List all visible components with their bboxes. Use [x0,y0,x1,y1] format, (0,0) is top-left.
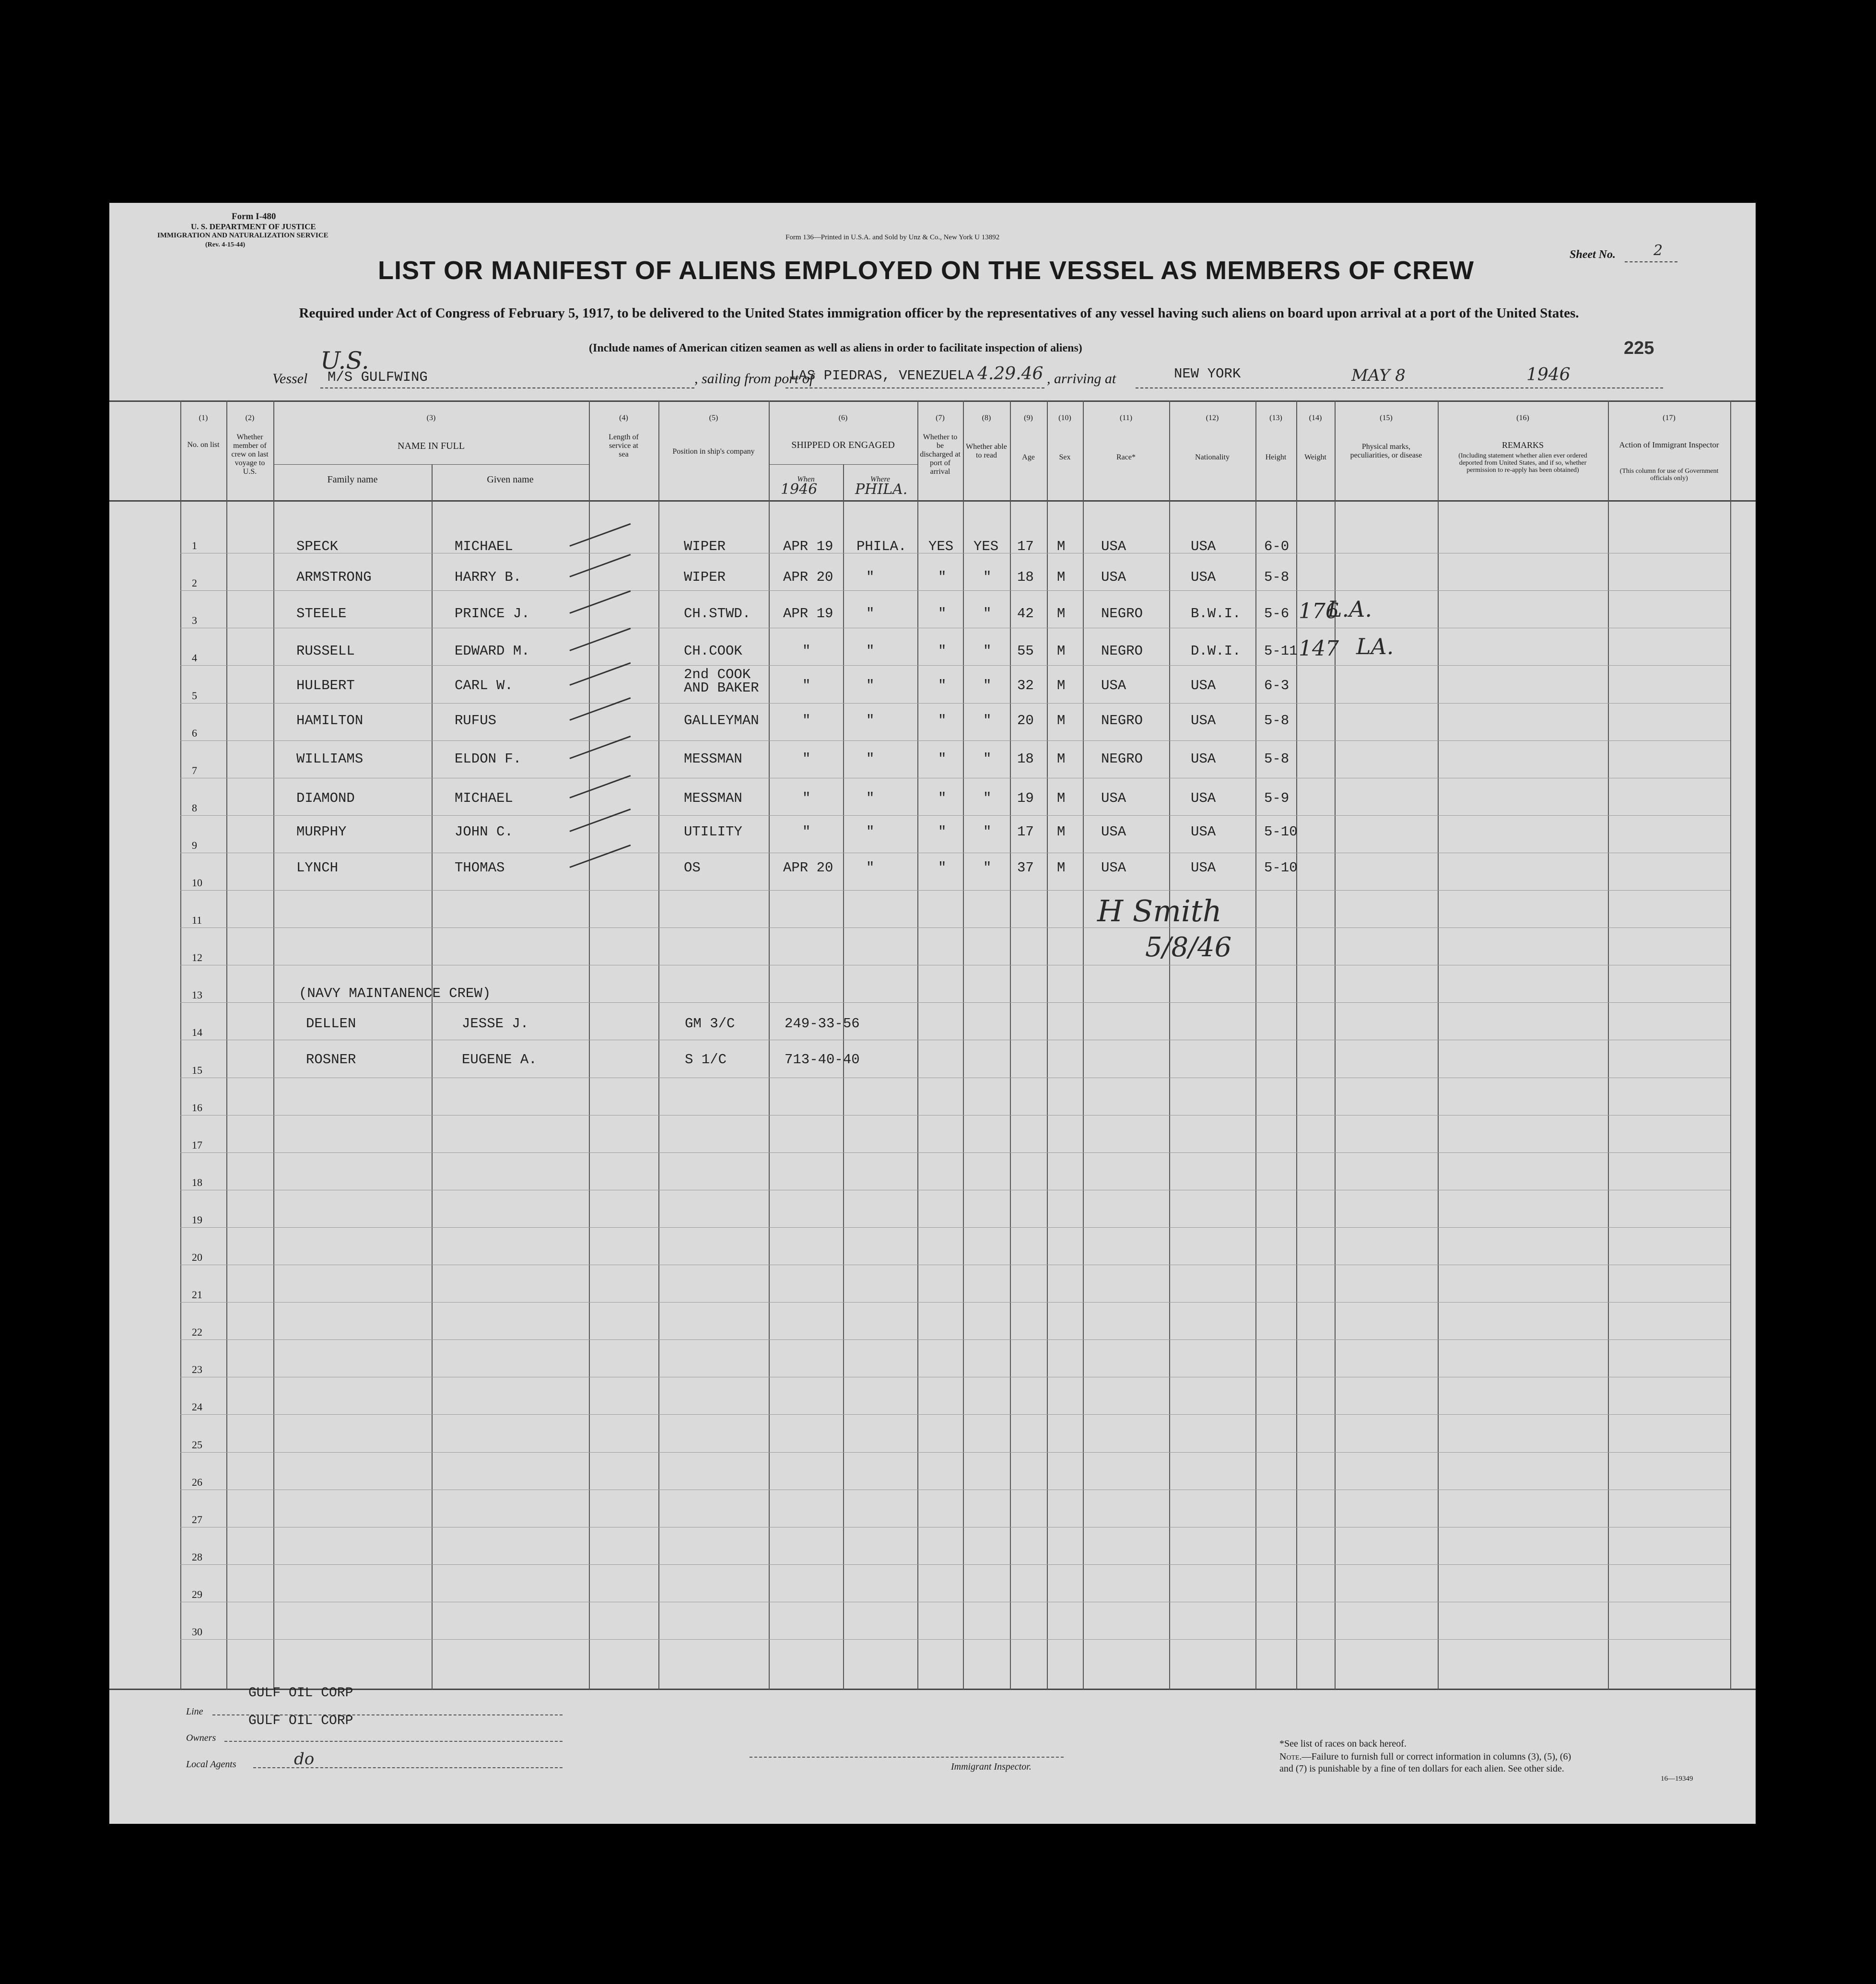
inspector-signature: H Smith [1097,893,1222,928]
shipped-where-cell: " [866,678,875,693]
race-cell: NEGRO [1101,713,1143,728]
nationality-cell: USA [1191,713,1216,728]
family-name-cell: LYNCH [296,860,339,876]
header-length-service: Length of service at sea [609,433,639,458]
header-family-name: Family name [327,474,378,485]
col-divider [1438,400,1439,1690]
age-cell: 55 [1017,643,1034,659]
col-divider [1730,400,1731,1690]
header-inspector-sub: (This column for use of Government officials only) [1619,468,1719,482]
arriving-port: NEW YORK [1174,366,1241,382]
family-name-cell: DELLEN [306,1016,356,1032]
discharge-cell: " [938,643,947,659]
given-name-cell: JESSE J. [462,1016,529,1032]
line-number: 16 [192,1101,202,1114]
family-name-cell: STEELE [296,606,347,622]
weight-cell: 147 [1299,636,1339,661]
age-cell: 18 [1017,751,1034,767]
race-cell: USA [1101,790,1126,806]
given-name-cell: THOMAS [455,860,505,876]
col-divider [963,400,964,1690]
family-name-cell: MURPHY [296,824,347,840]
shipped-where-cell: " [866,790,875,806]
line-number: 23 [192,1363,202,1376]
row-guide-line [180,703,1730,704]
col-num-7: (7) [936,414,945,422]
note-label: Note. [1279,1751,1302,1762]
shipped-when-cell: APR 19 [783,539,833,554]
given-name-cell: MICHAEL [455,539,513,554]
discharge-cell: " [938,751,947,767]
col-divider [843,464,844,1690]
position-cell: CH.STWD. [684,606,751,622]
sailing-label: , sailing from port of [694,371,814,387]
header-shipped-engaged: SHIPPED OR ENGAGED [791,440,895,450]
col-num-5: (5) [709,414,718,422]
col-num-15: (15) [1380,414,1393,422]
position-cell: MESSMAN [684,790,742,806]
col-divider [769,400,770,1690]
shipped-when-cell: " [802,824,811,840]
remark-row-4: LA. [1356,634,1394,659]
discharge-cell: " [938,606,947,622]
race-cell: NEGRO [1101,643,1143,659]
line-number: 12 [192,951,202,964]
col-num-1: (1) [199,414,208,422]
line-number: 4 [192,652,197,664]
height-cell: 5-6 [1264,606,1290,622]
position-cell: UTILITY [684,824,742,840]
remark-row-3: L.A. [1327,596,1372,622]
col-divider [589,400,590,1690]
service-slash-mark [569,736,631,759]
race-cell: USA [1101,569,1126,585]
header-member-last-voyage: Whether member of crew on last voyage to U.S. [231,433,269,476]
row-guide-line [180,1002,1730,1003]
row-guide-line [180,1452,1730,1453]
sailing-date: 4.29.46 [977,364,1044,384]
row-guide-line [180,815,1730,816]
discharge-cell: YES [928,539,954,554]
line-number: 13 [192,989,202,1001]
able-to-read-cell: " [983,751,992,767]
discharge-cell: " [938,860,947,876]
nationality-cell: B.W.I. [1191,606,1241,622]
name-subheader-line [273,464,589,465]
given-name-cell: ELDON F. [455,751,522,767]
line-label: Line [186,1706,203,1717]
arrival-year: 1946 [1526,365,1571,385]
age-cell: 19 [1017,790,1034,806]
line-number: 17 [192,1139,202,1151]
height-cell: 5-10 [1264,860,1298,876]
given-name-cell: HARRY B. [455,569,522,585]
given-name-cell: MICHAEL [455,790,513,806]
height-cell: 5-11 [1264,643,1298,659]
col-divider [1047,400,1048,1690]
row-guide-line [180,1152,1730,1153]
sailing-port: LAS PIEDRAS, VENEZUELA [790,368,974,384]
height-cell: 5-8 [1264,751,1290,767]
inspector-underline [750,1757,1064,1758]
table-bottom-border [109,1689,1756,1690]
header-remarks-sub: (Including statement whether alien ever ordered deported from United States, and if so, whether permission to re-apply has been obtained) [1458,452,1587,474]
col-divider [658,400,659,1690]
row-guide-line [180,1639,1730,1640]
row-guide-line [180,1414,1730,1415]
shipped-when-cell: APR 20 [783,569,833,585]
revision: (Rev. 4-15-44) [205,241,246,248]
given-name-cell: JOHN C. [455,824,513,840]
height-cell: 5-8 [1264,713,1290,728]
given-name-cell: EUGENE A. [462,1052,537,1068]
shipped-subheader-line [769,464,917,465]
line-number: 21 [192,1289,202,1301]
shipped-when-cell: " [802,751,811,767]
able-to-read-cell: " [983,569,992,585]
position-cell: OS [684,860,701,876]
shipped-place: PHILA. [855,481,908,498]
printer-line: Form 136—Printed in U.S.A. and Sold by Unz & Co., New York U 13892 [786,234,1000,241]
line-number: 30 [192,1626,202,1638]
able-to-read-cell: " [983,824,992,840]
line-number: 11 [192,914,202,927]
shipped-when-cell: " [802,790,811,806]
sex-cell: M [1057,569,1066,585]
line-number: 27 [192,1513,202,1526]
owners-underline [224,1741,563,1742]
line-number: 29 [192,1588,202,1600]
col-num-16: (16) [1516,414,1529,422]
height-cell: 5-9 [1264,790,1290,806]
nationality-cell: USA [1191,790,1216,806]
form-number: Form I-480 [232,211,276,222]
family-name-cell: RUSSELL [296,643,355,659]
sex-cell: M [1057,790,1066,806]
header-where: Where [870,475,891,483]
service-slash-mark [569,554,631,577]
vessel-name: M/S GULFWING [328,369,428,385]
able-to-read-cell: " [983,606,992,622]
position-cell: WIPER [684,569,726,585]
row-guide-line [180,590,1730,591]
service-slash-mark [569,809,631,832]
form-note: (Include names of American citizen seamen as well as aliens in order to facilitate inspection of aliens) [589,342,1082,354]
col-num-11: (11) [1119,414,1133,422]
position-cell: S 1/C [685,1052,727,1068]
line-number: 26 [192,1476,202,1488]
header-height: Height [1265,453,1287,461]
col-divider [226,400,227,1690]
service-number-cell: 249-33-56 [785,1016,860,1032]
col-num-8: (8) [982,414,991,422]
line-number: 5 [192,689,197,702]
header-race: Race* [1116,453,1136,461]
col-num-12: (12) [1206,414,1219,422]
nationality-cell: USA [1191,678,1216,693]
nationality-cell: D.W.I. [1191,643,1241,659]
position-cell: 2nd COOK AND BAKER [684,667,759,696]
col-num-14: (14) [1309,414,1322,422]
discharge-cell: " [938,678,947,693]
line-number: 2 [192,577,197,589]
given-name-cell: PRINCE J. [455,606,530,622]
header-when: When [797,475,815,483]
form-code: 16—19349 [1661,1775,1693,1783]
line-number: 18 [192,1176,202,1188]
header-age: Age [1022,453,1035,461]
family-name-cell: ARMSTRONG [296,569,372,585]
arriving-label: , arriving at [1047,371,1116,387]
height-cell: 5-10 [1264,824,1298,840]
able-to-read-cell: " [983,678,992,693]
header-weight: Weight [1304,453,1326,461]
row-guide-line [180,890,1730,891]
position-cell: CH.COOK [684,643,742,659]
header-inspector-action: Action of Immigrant Inspector [1619,440,1719,449]
shipped-when-cell: APR 20 [783,860,833,876]
header-bottom-border [109,500,1756,502]
age-cell: 18 [1017,569,1034,585]
agents-value: do [294,1749,315,1769]
nationality-cell: USA [1191,539,1216,554]
shipped-year: 1946 [781,481,818,498]
owners-value: GULF OIL CORP [248,1714,353,1728]
service-slash-mark [569,775,631,798]
col-divider [432,464,433,1690]
races-note: *See list of races on back hereof. [1279,1738,1407,1749]
header-name-in-full: NAME IN FULL [398,441,465,451]
family-name-cell: ROSNER [306,1052,356,1068]
nationality-cell: USA [1191,860,1216,876]
able-to-read-cell: YES [973,539,999,554]
position-cell: GALLEYMAN [684,713,759,728]
discharge-cell: " [938,824,947,840]
nationality-cell: USA [1191,824,1216,840]
line-number: 15 [192,1064,202,1076]
col-divider [1255,400,1256,1690]
line-number: 20 [192,1251,202,1263]
sex-cell: M [1057,713,1066,728]
vessel-label: Vessel [272,371,308,387]
nationality-cell: USA [1191,569,1216,585]
service-slash-mark [569,845,631,868]
race-cell: NEGRO [1101,751,1143,767]
family-name-cell: WILLIAMS [296,751,363,767]
able-to-read-cell: " [983,713,992,728]
row-guide-line [180,740,1730,741]
col-num-3: (3) [426,414,436,422]
discharge-cell: " [938,569,947,585]
form-title: LIST OR MANIFEST OF ALIENS EMPLOYED ON THE VESSEL AS MEMBERS OF CREW [378,256,1475,285]
shipped-where-cell: PHILA. [856,539,907,554]
vessel-hand-note: U.S. [320,347,369,375]
vessel-underline [320,387,694,388]
sex-cell: M [1057,751,1066,767]
header-position: Position in ship's company [672,447,755,456]
line-number: 6 [192,727,197,739]
shipped-where-cell: " [866,643,875,659]
header-sex: Sex [1059,453,1071,461]
manifest-sheet [109,203,1756,1824]
line-number: 7 [192,764,197,776]
form-subtitle: Required under Act of Congress of February 5, 1917, to be delivered to the United States immigration officer by the representatives of any vessel having such aliens on board upon arrival at a port of the United States. [299,305,1579,321]
page-stamp: 225 [1624,338,1654,358]
col-divider [1010,400,1011,1690]
header-physical-marks: Physical marks, peculiarities, or disease [1350,443,1422,459]
shipped-when-cell: APR 19 [783,606,833,622]
given-name-cell: CARL W. [455,678,513,693]
header-discharged: Whether to be discharged at port of arrival [920,433,961,476]
col-divider [1083,400,1084,1690]
sheet-label: Sheet No. [1570,248,1616,261]
col-divider [1296,400,1297,1690]
row-guide-line [180,1564,1730,1565]
line-number: 14 [192,1026,202,1039]
line-number: 24 [192,1401,202,1413]
line-value: GULF OIL CORP [248,1686,353,1701]
row-guide-line [180,665,1730,666]
line-number: 25 [192,1438,202,1451]
family-name-cell: SPECK [296,539,339,554]
owners-label: Owners [186,1733,216,1743]
shipped-when-cell: " [802,678,811,693]
family-name-cell: DIAMOND [296,790,355,806]
service: IMMIGRATION AND NATURALIZATION SERVICE [157,232,328,239]
shipped-when-cell: " [802,643,811,659]
able-to-read-cell: " [983,790,992,806]
col-num-17: (17) [1663,414,1676,422]
line-number: 19 [192,1213,202,1226]
able-to-read-cell: " [983,860,992,876]
col-num-6: (6) [838,414,848,422]
row-guide-line [180,1227,1730,1228]
position-cell: MESSMAN [684,751,742,767]
col-divider [273,400,274,1690]
row-guide-line [180,1302,1730,1303]
shipped-where-cell: " [866,713,875,728]
line-number: 10 [192,877,202,889]
col-num-9: (9) [1024,414,1033,422]
race-cell: USA [1101,860,1126,876]
race-cell: USA [1101,824,1126,840]
service-slash-mark [569,697,631,721]
port-underline [786,387,1044,388]
header-remarks: REMARKS [1501,440,1544,450]
family-name-cell: HAMILTON [296,713,363,728]
note-text: —Failure to furnish full or correct information in columns (3), (5), (6) and (7) is punishable by a fine of ten dollars for each alien. See other side. [1279,1751,1571,1774]
sex-cell: M [1057,824,1066,840]
penalty-note [1279,1751,1586,1775]
line-number: 9 [192,839,197,851]
height-cell: 5-8 [1264,569,1290,585]
given-name-cell: RUFUS [455,713,497,728]
age-cell: 32 [1017,678,1034,693]
service-slash-mark [569,523,631,547]
table-top-border [109,400,1756,402]
col-num-10: (10) [1058,414,1071,422]
line-number: 8 [192,801,197,814]
header-no-on-list: No. on list [187,441,220,449]
col-divider [1608,400,1609,1690]
sex-cell: M [1057,539,1066,554]
height-cell: 6-0 [1264,539,1290,554]
sex-cell: M [1057,643,1066,659]
arrival-date: MAY 8 [1351,366,1406,385]
given-name-cell: EDWARD M. [455,643,530,659]
line-number: 1 [192,540,197,552]
age-cell: 42 [1017,606,1034,622]
col-num-2: (2) [245,414,255,422]
weight-cell: 176 [1299,599,1339,623]
agents-label: Local Agents [186,1759,236,1770]
service-slash-mark [569,590,631,614]
discharge-cell: " [938,790,947,806]
line-number: 22 [192,1326,202,1338]
department: U. S. DEPARTMENT OF JUSTICE [191,222,316,231]
row-guide-line [180,1339,1730,1340]
line-number: 3 [192,614,197,627]
able-to-read-cell: " [983,643,992,659]
service-number-cell: 713-40-40 [785,1052,860,1068]
col-divider [1169,400,1170,1690]
row-guide-line [180,927,1730,928]
position-cell: WIPER [684,539,726,554]
race-cell: USA [1101,539,1126,554]
nationality-cell: USA [1191,751,1216,767]
line-number: 28 [192,1550,202,1563]
age-cell: 20 [1017,713,1034,728]
discharge-cell: " [938,713,947,728]
shipped-where-cell: " [866,751,875,767]
shipped-where-cell: " [866,606,875,622]
sex-cell: M [1057,860,1066,876]
inspector-label: Immigrant Inspector. [951,1761,1032,1772]
race-cell: USA [1101,678,1126,693]
position-cell: GM 3/C [685,1016,735,1032]
arrive-underline [1136,387,1663,388]
header-nationality: Nationality [1195,453,1230,461]
navy-heading: (NAVY MAINTANENCE CREW) [299,986,491,1001]
age-cell: 17 [1017,824,1034,840]
col-divider [180,400,181,1690]
agents-underline [253,1767,563,1768]
sex-cell: M [1057,678,1066,693]
col-divider [1335,400,1336,1690]
shipped-when-cell: " [802,713,811,728]
col-divider [917,400,918,1690]
service-slash-mark [569,628,631,651]
sex-cell: M [1057,606,1066,622]
col-num-4: (4) [619,414,628,422]
age-cell: 37 [1017,860,1034,876]
family-name-cell: HULBERT [296,678,355,693]
header-given-name: Given name [487,474,534,485]
sheet-underline [1625,261,1677,263]
race-cell: NEGRO [1101,606,1143,622]
shipped-where-cell: " [866,569,875,585]
col-num-13: (13) [1269,414,1282,422]
sheet-number: 2 [1653,242,1663,259]
shipped-where-cell: " [866,860,875,876]
height-cell: 6-3 [1264,678,1290,693]
age-cell: 17 [1017,539,1034,554]
header-able-to-read: Whether able to read [966,443,1007,459]
inspector-signature-date: 5/8/46 [1145,932,1232,963]
shipped-where-cell: " [866,824,875,840]
